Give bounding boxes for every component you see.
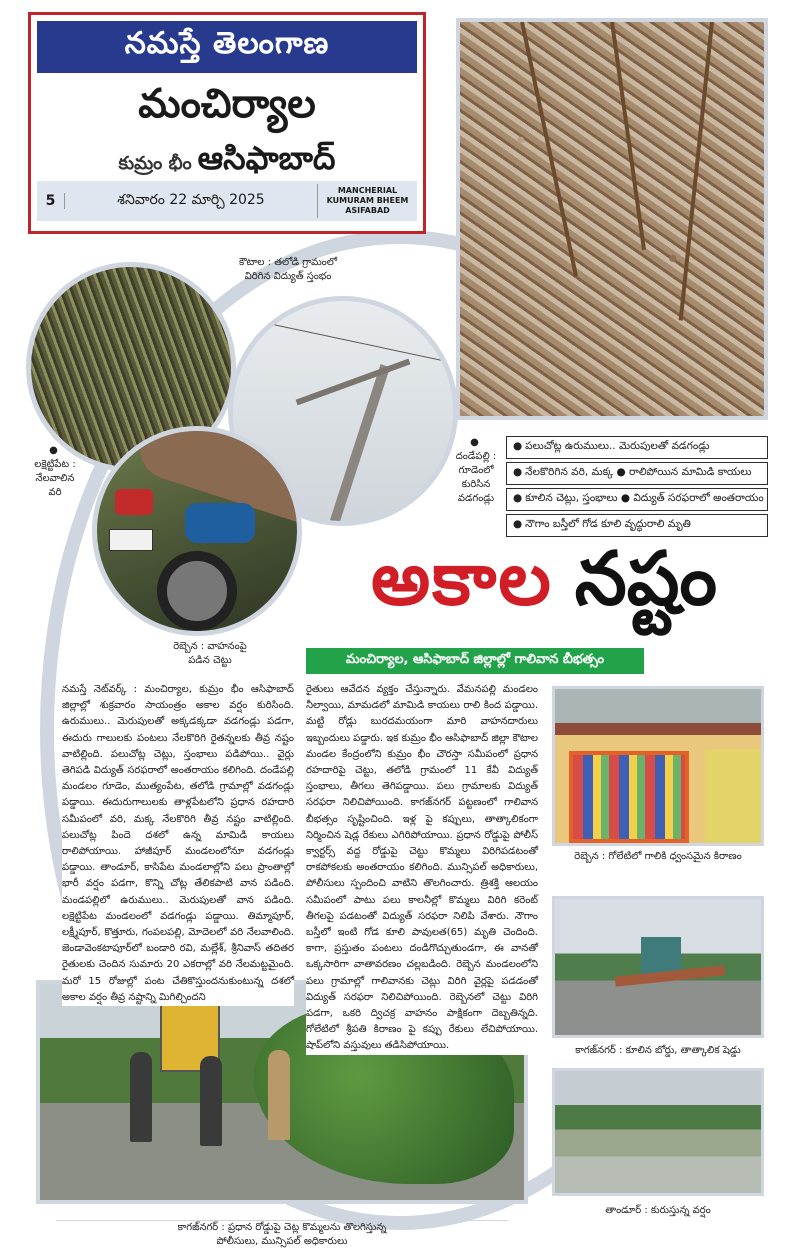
caption-line	[20, 444, 90, 458]
masthead-info-bar	[37, 181, 417, 221]
highlights-box	[506, 436, 768, 540]
headline-word-black: నష్టం	[574, 536, 718, 622]
bullet-icon: ●	[513, 492, 523, 504]
highlight-item	[506, 436, 768, 459]
english-edition-line: KUMURAM BHEEM	[326, 196, 409, 205]
tree-on-vehicle-photo	[92, 426, 302, 636]
highlight-text: పలుచోట్ల ఉరుములు.. మెరుపులతో వడగండ్లు	[525, 440, 710, 452]
photo-plant-stem	[520, 22, 578, 277]
english-edition-line: MANCHERIAL	[337, 186, 398, 195]
highlight-item	[506, 488, 768, 511]
photo-bike-tank	[185, 503, 255, 543]
caption-line: పోలీసులు, మున్సిపల్ అధికారులు	[216, 1236, 348, 1247]
page-number: 5	[37, 193, 65, 209]
caption-line: రెబ్బెన : వాహనంపై	[173, 641, 247, 652]
edition-district: మంచిర్యాల	[138, 81, 316, 127]
photo-person	[268, 1050, 290, 1140]
bullet-icon: ●	[513, 466, 523, 478]
headline-word-red: అకాల	[370, 536, 553, 622]
bullet-icon: ●	[513, 518, 523, 530]
photo-bike-part	[115, 489, 153, 515]
hail-on-ground-photo	[456, 18, 768, 420]
subdistrict-big: ఆసిఫాబాద్	[197, 139, 336, 177]
field-caption: తాండూర్ : కురుస్తున్న వర్షం	[605, 1205, 711, 1216]
bullet-icon: ●	[49, 445, 58, 456]
bike-caption	[140, 640, 280, 668]
caption-line: వడగండ్లు	[457, 493, 495, 504]
caption-line: గూడెంలో	[458, 465, 494, 476]
article-column-1: నమస్తే నెట్‌వర్క్ : మంచిర్యాల, కుమ్రం భీం ఆసిఫాబాద్ జిల్లాల్లో శుక్రవారం సాయంత్రం అకాల వర్షం కురిసింది. ఉరుములు.. మెరుపులతో అక్కడక్కడా వడగండ్లు పడగా, ఈదురు గాలులకు పంటలు నేలకొరిగి రైతన్నలకు తీవ్ర నష్టం వాటిల్లింది. పలుచోట్ల చెట్లు, స్తంభాలు పడిపోయి.. వైర్లు తెగిపడి విద్యుత్ సరఫరాలో అంతరాయం కలిగింది. దండేపల్లి మండలం గూడెం, ముత్యంపేట, తలోడి గ్రామాల్లో వడగండ్లు పడ్డాయి. ఈదురుగాలులకు తాళ్లపేటలోని ప్రధాన రహదారి సమీపంలో వరి, మక్క నేలకొరిగి తీవ్ర నష్టం వాటిల్లింది. పలుచోట్ల పిందె దశలో ఉన్న మామిడి కాయలు రాలిపోయాయి. హాజీపూర్ మండలంలోనూ వడగండ్లు పడ్డాయి. తాండూర్, కాసిపేట మండలాల్లోని పలు ప్రాంతాల్లో భారీ వర్షం పడగా, కొన్ని చోట్ల తేలికపాటి వాన పడింది. మండపల్లిలో ఉరుములు.. మెరుపులతో వాన పడింది. లక్షెట్టిపేట మండలంలో వడగండ్లు పడ్డాయి. తిమ్మాపూర్, లక్ష్మీపూర్, కొత్తూరు, గంపలపల్లి, మోదెలలో వరి నేలవాలింది. జెండావెంకటాపూర్‌లో బండారి రవి, మల్లేశ్, శ్రీనివాస్ తదితర రైతులకు చెందిన సుమారు 20 ఎకరాల్లో వరి నేలమట్టమైంది. మరో 15 రోజుల్లో పంట చేతికొస్తుందనుకుంటున్న దశలో అకాల వర్షం తీవ్ర నష్టాన్ని మిగిల్చిందని	[62, 682, 294, 1006]
caption-line: లక్షెట్టిపేట :	[34, 459, 76, 470]
english-edition-line: ASIFABAD	[345, 206, 390, 215]
highlight-text: నౌగాం బస్తీలో గోడ కూలి వృద్ధురాలి మృతి	[525, 518, 691, 530]
article-column-2: రైతులు ఆవేదన వ్యక్తం చేస్తున్నారు. వేమనపల్లి మండలం నీల్వాయి, మామడలో మామిడి కాయలు రాలి కింద పడ్డాయి. మట్టి రోడ్లు బురదమయంగా మారి వాహనదారులు ఇబ్బందులు పడ్డారు. ఇక కుమ్రం భీం ఆసిఫాబాద్ జిల్లా కౌటాల మండల కేంద్రంలోని కుమ్రం భీం చౌరస్తా సమీపంలో ప్రధాన రహదారిపై చెట్టు, తలోడి గ్రామంలో 11 కేవీ విద్యుత్ స్తంభాలు, తీగలు తెగిపడ్డాయి. పలు గ్రామాలకు విద్యుత్ సరఫరా నిలిచిపోయింది. కాగజ్‌నగర్ పట్టణంలో గాలివాన బీభత్సం సృష్టించింది. ఇళ్ల పై కప్పులు, తాత్కాలికంగా నిర్మించిన షెడ్ల రేకులు ఎగిరిపోయాయి. ప్రధాన రోడ్డుపై పోలీస్ క్వార్టర్స్ వద్ద రోడ్డుపై చెట్టు కొమ్మలు విరిగిపడటంతో రాకపోకలకు అంతరాయం కలిగింది. మున్సిపల్ అధికారులు, పోలీసులు స్పందించి వాటిని తొలగించారు. త్రిశక్తి ఆలయం సమీపంలో పాటు పలు కాలనీల్లో కొమ్మలు విరిగి కరెంట్ తీగలపై పడటంతో విద్యుత్ సరఫరా నిలిపి వేశారు. నౌగాం బస్తీలో ఇంటి గోడ కూలి పావులత(65) మృతి చెందింది. కాగా, ప్రస్తుతం పంటలు దండిగొచ్చుతుండగా, ఈ వానతో ఒక్కసారిగా వాతావరణం చల్లబడింది. రెబ్బెన మండలంలోని పలు గ్రామాల్లో గాలివానకు చెట్లు విరిగి వైర్లపై పడడంతో విద్యుత్ సరఫరా నిలిచిపోయింది. రెబ్బెనలో చెట్టు విరిగి పడగా, ఒకరి ద్విచక్ర వాహనం పాక్షికంగా దెబ్బతిన్నది. గోలేటిలో శ్రీపతి కిరాణం పై కప్పు రేకులు లేచిపోయాయి. షాప్‌లోని వస్తువులు తడిసిపోయాయి.	[306, 682, 538, 1055]
shop-caption: రెబ్బెన : గోలేటిలో గాలికి ధ్వంసమైన కిరాణం	[574, 851, 742, 862]
caption-line: దండేపల్లి :	[455, 451, 497, 462]
highlight-text: కూలిన చెట్లు, స్తంభాలు ● విద్యుత్ సరఫరాలో అంతరాయం	[525, 492, 764, 504]
collapsed-board-photo	[552, 896, 764, 1038]
rain-field-photo	[552, 1068, 764, 1196]
photo-plant-stem	[679, 22, 714, 321]
road-caption: కాగజ్‌నగర్ : కూలిన బోర్డు, తాత్కాలిక షెడ్డు	[575, 1045, 741, 1056]
newspaper-brand: నమస్తే తెలంగాణ	[37, 21, 417, 73]
photo-number-plate	[109, 529, 153, 551]
caption-line: కౌటాల : తలోడి గ్రామంలో	[238, 257, 338, 268]
highlight-text: నేలకొరిగిన వరి, మక్క ● రాలిపోయిన మామిడి కాయలు	[525, 466, 752, 478]
pole-caption	[218, 256, 358, 284]
highlight-item	[506, 462, 768, 485]
subheadline: మంచిర్యాల, ఆసిఫాబాద్ జిల్లాల్లో గాలివాన బీభత్సం	[306, 648, 644, 674]
masthead	[28, 12, 426, 234]
bottom-caption	[56, 1220, 508, 1249]
caption-line	[446, 436, 506, 450]
paddy-caption	[20, 444, 90, 500]
caption-line: పడిన చెట్టు	[188, 655, 232, 666]
caption-line: కాగజ్‌నగర్ : ప్రధాన రోడ్డుపై చెట్ల కొమ్మలను తొలగిస్తున్న	[177, 1222, 387, 1233]
caption-line: విరిగిన విద్యుత్ స్తంభం	[244, 271, 332, 282]
edition-date: శనివారం 22 మార్చి 2025	[117, 191, 265, 208]
highlight-item	[506, 514, 768, 537]
caption-line: వరి	[48, 487, 62, 498]
subdistrict-small: కుమ్రం భీం	[118, 153, 192, 174]
photo-plant-stem	[610, 22, 646, 250]
caption-line: కురిసిన	[461, 479, 491, 490]
photo-bike-wheel	[157, 551, 237, 631]
photo-shop-stall	[569, 751, 689, 843]
damaged-shop-photo	[552, 686, 764, 846]
bullet-icon: ●	[470, 437, 479, 448]
photo-person	[200, 1056, 222, 1146]
photo-shop-wall	[705, 749, 764, 846]
edition-subdistrict	[37, 139, 417, 185]
english-edition-name	[317, 184, 417, 218]
photo-pole-arm	[296, 359, 411, 406]
photo-person	[130, 1052, 152, 1142]
main-headline	[300, 538, 788, 638]
hail-caption	[446, 436, 506, 506]
caption-line: నేలవాలిన	[35, 473, 75, 484]
bullet-icon: ●	[513, 440, 523, 452]
